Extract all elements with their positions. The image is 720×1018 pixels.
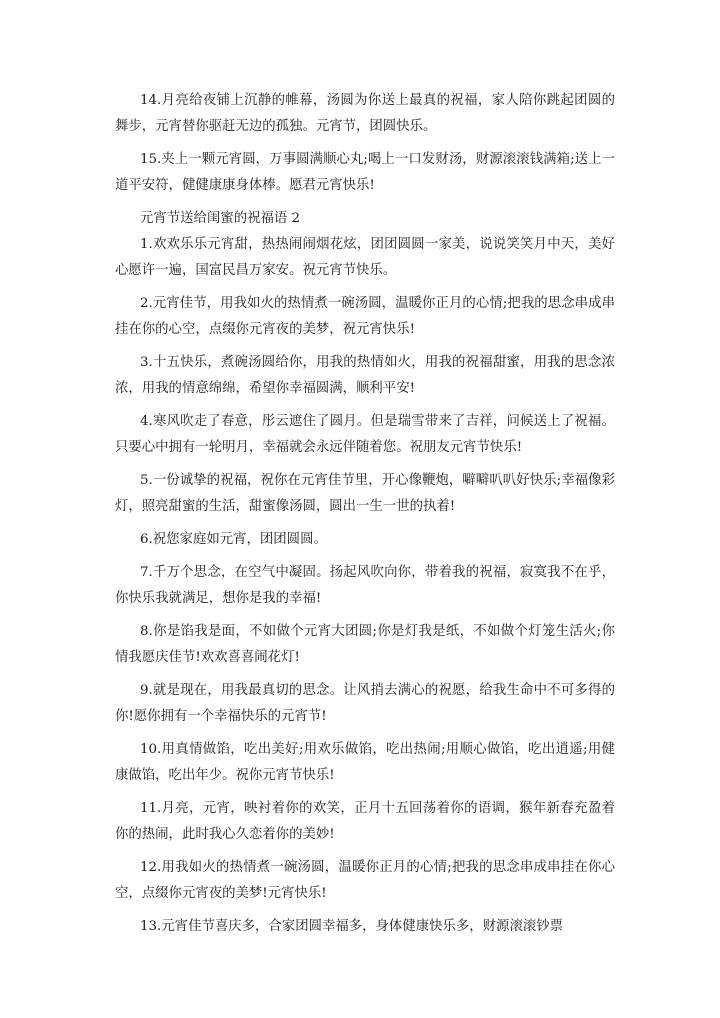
section-heading: 元宵节送给闺蜜的祝福语 2 [140,211,301,226]
wish-11: 11.月亮，元宵，映衬着你的欢笑，正月十五回荡着你的语调，猴年新春充盈着你的热闹，此时我心久恋着你的美妙! [115,801,615,842]
wish-1: 1.欢欢乐乐元宵甜，热热闹闹烟花炫，团团圆圆一家美，说说笑笑月中天，美好心愿许一遍，国富民昌万家安。祝元宵节快乐。 [115,237,615,278]
wish-13: 13.元宵佳节喜庆多，合家团圆幸福多，身体健康快乐多，财源滚滚钞票 [140,919,564,934]
wish-2: 2.元宵佳节，用我如火的热情煮一碗汤圆，温暖你正月的心情;把我的思念串成串挂在你的心空，点缀你元宵夜的美梦，祝元宵快乐! [115,296,615,337]
wish-7: 7.千万个思念，在空气中凝固。扬起风吹向你，带着我的祝福，寂寞我不在乎，你快乐我就满足，想你是我的幸福! [115,565,615,606]
paragraph-14: 14.月亮给夜铺上沉静的帷幕，汤圆为你送上最真的祝福，家人陪你跳起团圆的舞步，元宵替你驱赶无边的孤独。元宵节，团圆快乐。 [115,93,615,134]
section-body [115,232,615,940]
wish-4: 4.寒风吹走了春意，彤云遮住了圆月。但是瑞雪带来了吉祥，问候送上了祝福。只要心中拥有一轮明月，幸福就会永远伴随着您。祝朋友元宵节快乐! [115,414,615,455]
document-page [115,88,615,940]
wish-12: 12.用我如火的热情煮一碗汤圆，温暖你正月的心情;把我的思念串成串挂在你心空，点缀你元宵夜的美梦!元宵快乐! [115,860,615,901]
wish-3: 3.十五快乐，煮碗汤圆给你，用我的热情如火，用我的祝福甜蜜，用我的思念浓浓，用我的情意绵绵，希望你幸福圆满，顺利平安! [115,355,615,396]
wish-5: 5.一份诚挚的祝福，祝你在元宵佳节里，开心像鞭炮，噼噼叭叭好快乐;幸福像彩灯，照亮甜蜜的生活，甜蜜像汤圆，圆出一生一世的执着! [115,473,615,514]
wish-10: 10.用真情做馅，吃出美好;用欢乐做馅，吃出热闹;用顺心做馅，吃出逍遥;用健康做馅，吃出年少。祝你元宵节快乐! [115,742,615,783]
wish-8: 8.你是馅我是面，不如做个元宵大团圆;你是灯我是纸，不如做个灯笼生活火;你情我愿庆佳节!欢欢喜喜闹花灯! [115,624,615,665]
wish-6: 6.祝您家庭如元宵，团团圆圆。 [140,532,327,547]
wish-9: 9.就是现在，用我最真切的思念。让风捎去满心的祝愿，给我生命中不可多得的你!愿你拥有一个幸福快乐的元宵节! [115,683,615,724]
paragraph-15: 15.夹上一颗元宵圆，万事圆满顺心丸;喝上一口发财汤，财源滚滚钱满箱;送上一道平安符，健健康康身体棒。愿君元宵快乐! [115,152,615,193]
